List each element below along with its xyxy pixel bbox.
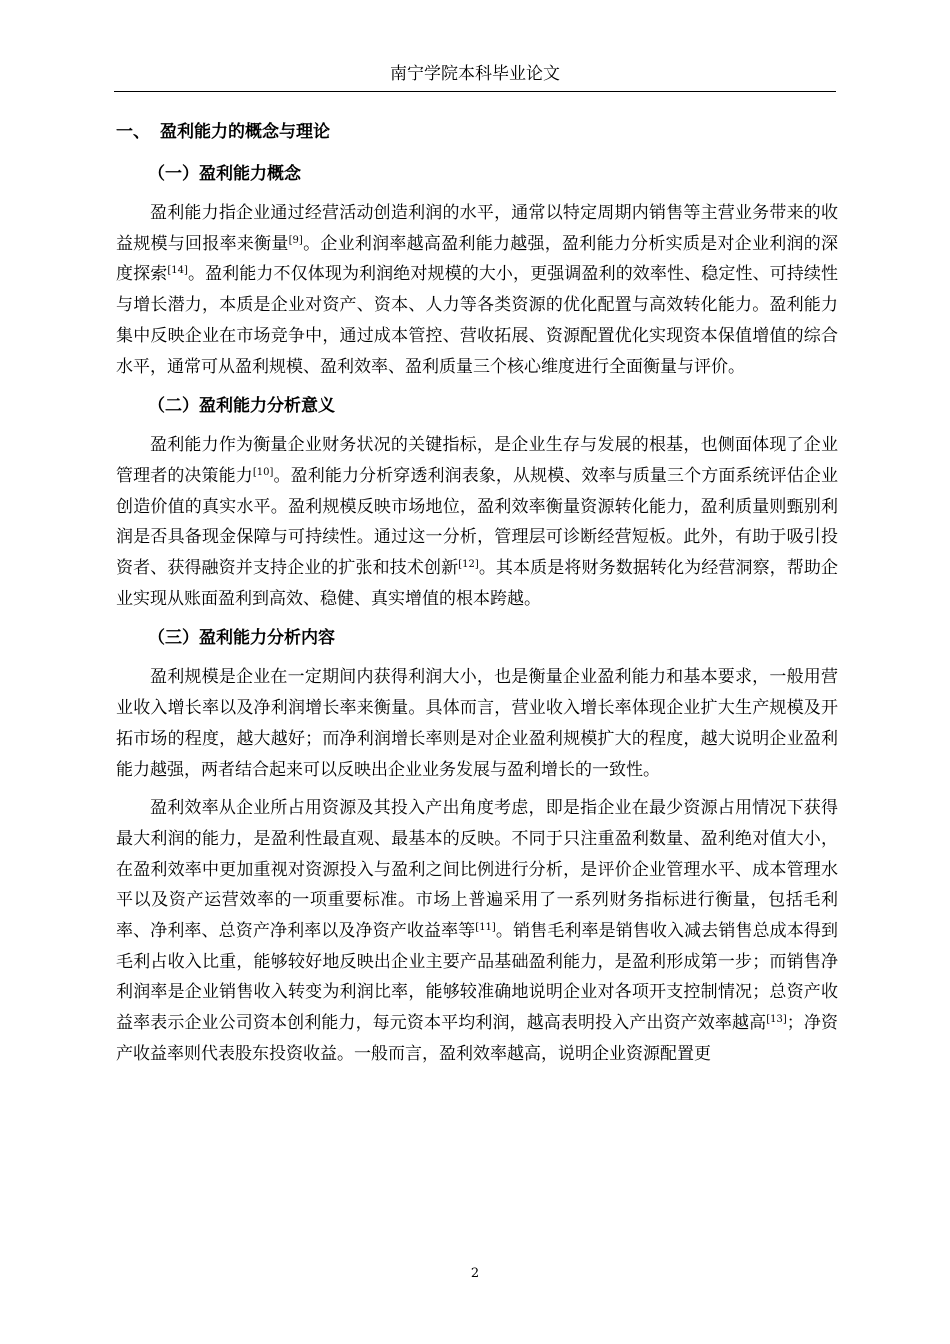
- page-body: [116, 116, 838, 1078]
- subsection-heading: （二）盈利能力分析意义: [148, 396, 335, 417]
- citation: [11]: [475, 922, 496, 934]
- section-number: 一、: [116, 122, 150, 142]
- paragraph: 盈利能力指企业通过经营活动创造利润的水平，通常以特定周期内销售等主营业务带来的收益规模与回报率来衡量[9]。企业利润率越高盈利能力越强，盈利能力分析实质是对企业利润的深度探索[14]。盈利能力不仅体现为利润绝对规模的大小，更强调盈利的效率性、稳定性、可持续性与增长潜力，本质是企业对资产、资本、人力等各类资源的优化配置与高效转化能力。盈利能力集中反映企业在市场竞争中，通过成本管控、营收拓展、资源配置优化实现资本保值增值的综合水平，通常可从盈利规模、盈利效率、盈利质量三个核心维度进行全面衡量与评价。: [116, 203, 838, 377]
- paragraph: 盈利能力作为衡量企业财务状况的关键指标，是企业生存与发展的根基，也侧面体现了企业管理者的决策能力[10]。盈利能力分析穿透利润表象，从规模、效率与质量三个方面系统评估企业创造价值的真实水平。盈利规模反映市场地位，盈利效率衡量资源转化能力，盈利质量则甄别利润是否具备现金保障与可持续性。通过这一分析，管理层可诊断经营短板。此外，有助于吸引投资者、获得融资并支持企业的扩张和技术创新[12]。其本质是将财务数据转化为经营洞察，帮助企业实现从账面盈利到高效、稳健、真实增值的根本跨越。: [116, 435, 839, 609]
- citation: [13]: [766, 1014, 787, 1026]
- citation: [14]: [167, 265, 188, 277]
- section-heading: [116, 116, 838, 148]
- running-header: 南宁学院本科毕业论文: [390, 64, 560, 84]
- citation: [12]: [458, 559, 479, 571]
- citation: [9]: [288, 234, 303, 246]
- paragraph: 盈利效率从企业所占用资源及其投入产出角度考虑，即是指企业在最少资源占用情况下获得最大利润的能力，是盈利性最直观、最基本的反映。不同于只注重盈利数量、盈利绝对值大小，在盈利效率中更加重视对资源投入与盈利之间比例进行分析，是评价企业管理水平、成本管理水平以及资产运营效率的一项重要标准。市场上普遍采用了一系列财务指标进行衡量，包括毛利率、净利率、总资产净利率以及净资产收益率等[11]。销售毛利率是销售收入减去销售总成本得到毛利占收入比重，能够较好地反映出企业主要产品基础盈利能力，是盈利形成第一步；而销售净利润率是企业销售收入转变为利润比率，能够较准确地说明企业对各项开支控制情况；总资产收益率表示企业公司资本创利能力，每元资本平均利润，越高表明投入产出资产效率越高[13]；净资产收益率则代表股东投资收益。一般而言，盈利效率越高，说明企业资源配置更: [116, 798, 839, 1064]
- paragraph: 盈利规模是企业在一定期间内获得利润大小，也是衡量企业盈利能力和基本要求，一般用营业收入增长率以及净利润增长率来衡量。具体而言，营业收入增长率体现企业扩大生产规模及开拓市场的程度，越大越好；而净利润增长率则是对企业盈利规模扩大的程度，越大说明企业盈利能力越强，两者结合起来可以反映出企业业务发展与盈利增长的一致性。: [116, 667, 838, 780]
- page-number: 2: [470, 1266, 480, 1281]
- section-title: 盈利能力的概念与理论: [160, 122, 330, 142]
- citation: [10]: [252, 466, 274, 478]
- header-divider: [114, 91, 836, 92]
- subsection-heading: （三）盈利能力分析内容: [148, 628, 335, 649]
- subsection-heading: （一）盈利能力概念: [148, 164, 301, 184]
